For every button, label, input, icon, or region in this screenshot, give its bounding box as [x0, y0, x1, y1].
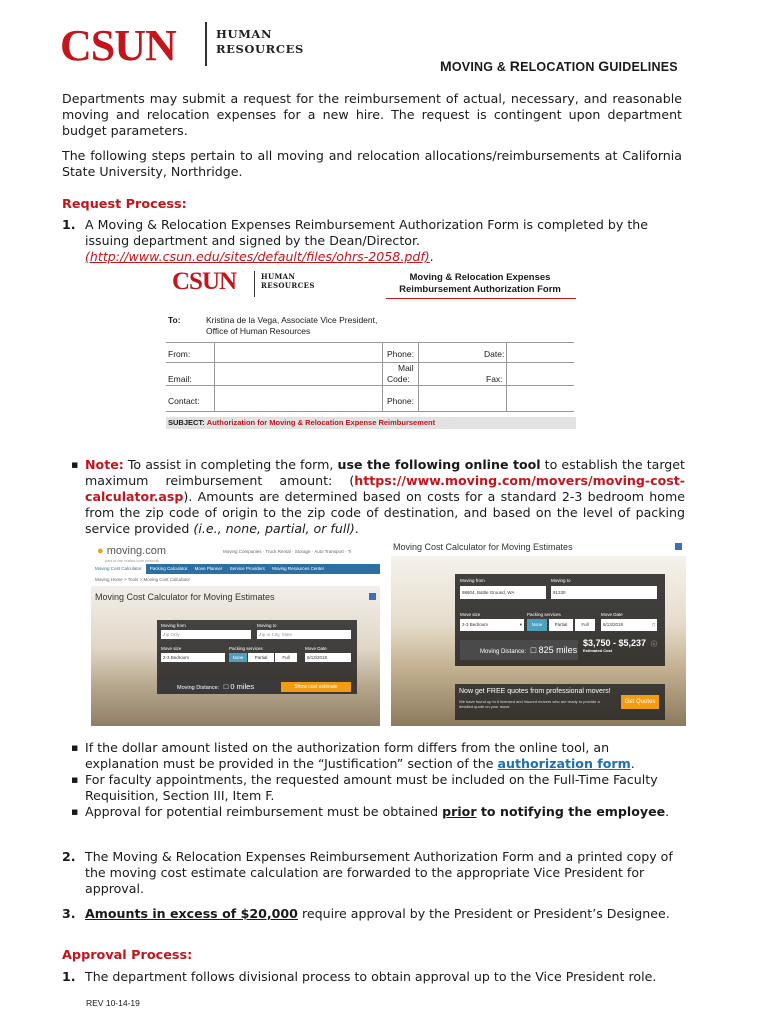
hr-logo-text: [216, 27, 304, 57]
pack-none[interactable]: None: [229, 653, 247, 662]
zip-from-input[interactable]: Zip Only: [161, 630, 251, 639]
info-icon[interactable]: ⓘ: [651, 642, 658, 648]
left-distance-value: □ 0 miles: [223, 682, 255, 691]
form-csun-logo: CSUN: [172, 268, 237, 295]
calc-right-form: Moving from Moving to 98604, Battle Ground, WA 91330 Move size Packing services Move Date 2-3 Bedroom ▾ None Partial Full 6/13/2018 □ Moving Distance: □ 825 miles $3,750 - $5,237 Estimated Cost ⓘ: [455, 574, 665, 666]
bullet-prior-approval: ▪ Approval for potential reimbursement must be obtained prior to notifying the employee.: [68, 804, 685, 820]
logo-divider: [205, 22, 207, 66]
calc-left-form: Moving from Moving to Zip Only Zip or City, State Move size Packing services Move Date 2-3 Bedroom None Partial Full 6/13/2018: [157, 620, 357, 682]
form-date-label: Date:: [484, 349, 505, 359]
calc-nav: Moving Companies · Truck Rental · Storage · Auto Transport · Ti: [223, 549, 352, 554]
step-1-text: A Moving & Relocation Expenses Reimbursement Authorization Form is completed by the issuing department and signed by the Dean/Director. (http://www.csun.edu/sites/default/files/ohrs-2058.pdf).: [85, 217, 649, 264]
intro-paragraph-1: Departments may submit a request for the reimbursement of actual, necessary, and reasonable moving and relocation expenses for a new hire. The request is contingent upon department budget parameters.: [62, 91, 682, 138]
calc-left-title: Moving Cost Calculator for Moving Estimates: [95, 592, 275, 602]
calc-right-panel: [391, 540, 686, 726]
form-fax-label: Fax:: [486, 374, 503, 384]
chevron-down-icon: ▾: [519, 622, 522, 627]
approval-step-1-text: The department follows divisional process to obtain approval up to the Vice President role.: [85, 969, 657, 984]
calc-tabs: [91, 564, 380, 574]
get-quotes-button[interactable]: Get Quotes: [621, 695, 659, 709]
moving-calculator-link[interactable]: https://www.moving.com/movers/moving-cost-calculator.asp: [85, 473, 685, 504]
approval-process-heading: Approval Process:: [62, 948, 193, 963]
pack-full[interactable]: Full: [275, 653, 297, 662]
tab-providers[interactable]: Service Providers: [229, 566, 265, 571]
zip-to-input[interactable]: Zip or City, State: [257, 630, 351, 639]
approval-step-1-number: 1.: [62, 969, 76, 984]
calendar-icon: □: [652, 622, 655, 627]
form-title-rule: [386, 298, 576, 299]
form-logo-sub2: RESOURCES: [261, 281, 315, 290]
authorization-form-image: [166, 268, 576, 433]
note-bullet-list: [68, 457, 685, 537]
request-process-heading: Request Process:: [62, 197, 187, 212]
show-estimate-button[interactable]: Show cost estimate: [281, 682, 351, 692]
form-phone2-label: Phone:: [387, 396, 414, 406]
form-title: Moving & Relocation Expenses Reimbursement Authorization Form: [399, 272, 561, 295]
page-title: MOVING & RELOCATION GUIDELINES: [440, 58, 678, 74]
form-pdf-link[interactable]: (http://www.csun.edu/sites/default/files/ohrs-2058.pdf): [85, 249, 430, 264]
pack-partial[interactable]: Partial: [248, 653, 274, 662]
right-distance-bar: Moving Distance: □ 825 miles: [460, 640, 578, 660]
form-phone-label: Phone:: [387, 349, 414, 359]
share-icon[interactable]: [369, 593, 376, 600]
form-field-grid: [166, 342, 574, 412]
form-to-label: To:: [168, 315, 181, 325]
step-3-number: 3.: [62, 906, 76, 921]
form-logo-divider: [254, 271, 255, 297]
revision-footer: REV 10-14-19: [86, 998, 140, 1008]
logo-sub1: HUMAN: [216, 27, 273, 41]
moving-com-logo: ● moving.com: [97, 545, 167, 557]
logo-sub2: RESOURCES: [216, 42, 304, 56]
bullet-faculty: ▪ For faculty appointments, the requested amount must be included on the Full-Time Faculty Requisition, Section III, Item F.: [68, 772, 685, 804]
right-from-input[interactable]: 98604, Battle Ground, WA: [460, 586, 546, 599]
calc-right-title: Moving Cost Calculator for Moving Estimates: [393, 542, 573, 552]
right-pack-partial[interactable]: Partial: [549, 619, 573, 631]
form-subject-bar: SUBJECT: Authorization for Moving & Relocation Expense Reimbursement: [166, 417, 576, 429]
step-1-number: 1.: [62, 217, 76, 232]
intro-paragraph-2: The following steps pertain to all moving and relocation allocations/reimbursements at California State University, Northridge.: [62, 148, 682, 179]
right-pack-none[interactable]: None: [527, 619, 547, 631]
form-contact-label: Contact:: [168, 396, 200, 406]
form-from-label: From:: [168, 349, 191, 359]
move-date-input[interactable]: 6/13/2018: [305, 653, 351, 662]
tab-packing[interactable]: Packing Calculator: [149, 566, 188, 571]
right-to-input[interactable]: 91330: [551, 586, 657, 599]
note-bullet: ▪ Note: To assist in completing the form, use the following online tool to establish the target maximum reimbursement amount: (https://www.moving.com/movers/moving-cost-calculator.asp). Amounts are determined based on costs for a standard 2-3 bedroom home from the zip code of origin to the zip code of destination, and based on the level of packing service provided (i.e., none, partial, or full).: [68, 457, 685, 537]
brand-tag: part of the realtor.com network: [105, 558, 160, 563]
move-size-select[interactable]: 2-3 Bedroom: [161, 653, 225, 662]
form-mailcode-label: Code:: [387, 374, 410, 384]
right-distance-value: □ 825 miles: [530, 645, 578, 655]
estimate-result: $3,750 - $5,237 Estimated Cost: [583, 638, 647, 653]
right-date-input[interactable]: 6/13/2018 □: [601, 619, 657, 631]
step-3-text: Amounts in excess of $20,000 require approval by the President or President’s Designee.: [85, 906, 670, 921]
form-mail-label: Mail: [398, 363, 414, 373]
authorization-form-link[interactable]: authorization form: [497, 756, 631, 771]
step-2-number: 2.: [62, 849, 76, 864]
followup-bullet-list: [68, 740, 685, 820]
csun-logo: CSUN: [60, 21, 176, 70]
form-email-label: Email:: [168, 374, 192, 384]
share-icon-right[interactable]: [675, 543, 682, 550]
form-logo-sub1: HUMAN: [261, 272, 296, 281]
calc-left-panel: [91, 540, 380, 726]
right-size-select[interactable]: 2-3 Bedroom ▾: [460, 619, 524, 631]
moving-calculator-image: [91, 540, 686, 726]
tab-resources[interactable]: Moving Resources Center: [272, 566, 325, 571]
quote-banner: Now get FREE quotes from professional movers! We have found up to 6 licensed and insured movers who are ready to provide a detailed quote on your move. Get Quotes: [455, 684, 665, 720]
tab-cost-calculator[interactable]: Moving Cost Calculator: [91, 564, 146, 574]
tab-planner[interactable]: Move Planner: [194, 566, 223, 571]
right-pack-full[interactable]: Full: [575, 619, 595, 631]
step-2-text: The Moving & Relocation Expenses Reimbursement Authorization Form and a printed copy of the moving cost estimate calculation are forwarded to the appropriate Vice President for approval.: [85, 849, 673, 896]
bullet-justification: ▪ If the dollar amount listed on the authorization form differs from the online tool, an explanation must be provided in the “Justification” section of the authorization form.: [68, 740, 685, 772]
calc-left-distance-bar: Moving Distance: □ 0 miles Show cost estimate: [157, 680, 357, 694]
calc-breadcrumb: Moving Home > Tools > Moving Cost Calculator: [95, 577, 190, 582]
form-to-name: Kristina de la Vega, Associate Vice President, Office of Human Resources: [206, 315, 378, 336]
